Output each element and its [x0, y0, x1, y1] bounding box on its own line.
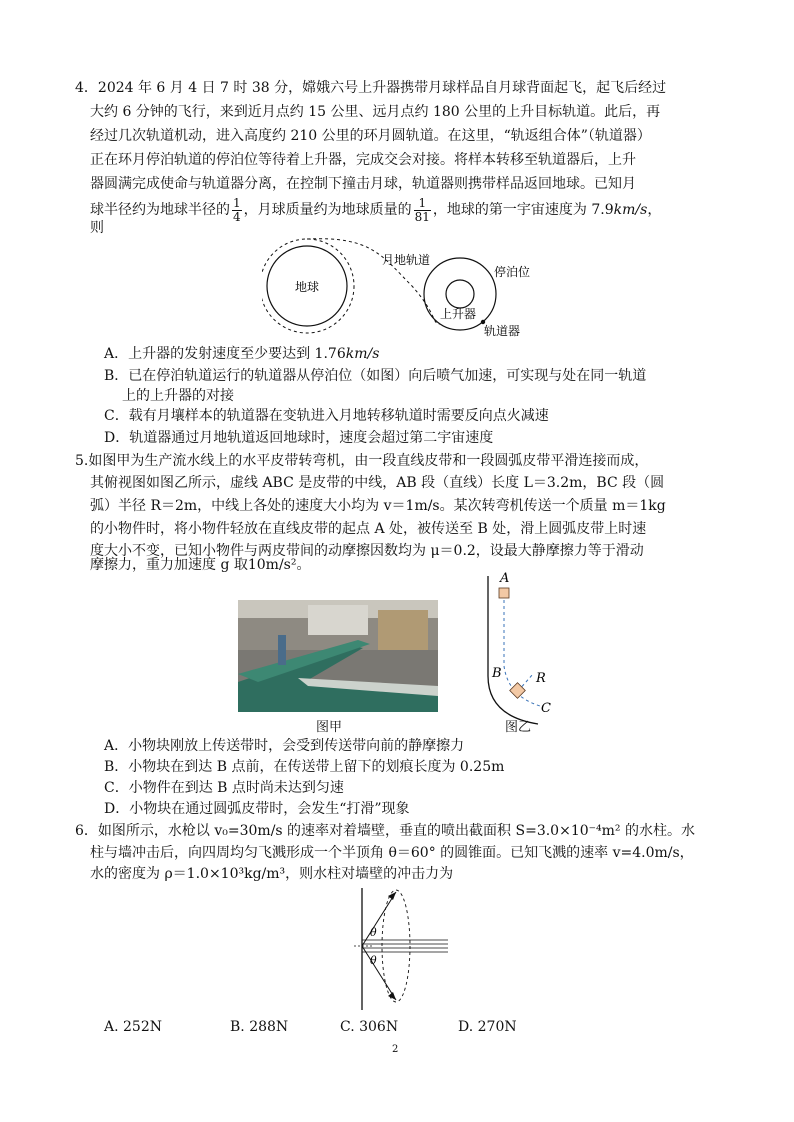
frac1-num: 1 — [233, 195, 241, 210]
box-at-A — [499, 588, 509, 598]
q6-line-2: 柱与墙冲击后，向四周均匀飞溅形成一个半顶角 θ＝60° 的圆锥面。已知飞溅的速率 v=4.0m/s， — [90, 845, 694, 861]
q4-line-2: 大约 6 分钟的飞行，来到近月点约 15 公里、远月点约 180 公里的上升目标轨道。此后，再 — [90, 104, 661, 120]
q4-line-3: 经过几次轨道机动，进入高度约 210 公里的环月圆轨道。在这里，“轨返组合体”（轨道器） — [90, 128, 651, 144]
q5-line-1: 5.如图甲为生产流水线上的水平皮带转弯机，由一段直线皮带和一段圆弧皮带平滑连接而成， — [75, 453, 649, 469]
q6-line-1: 6．如图所示，水枪以 v₀=30m/s 的速率对着墙壁，垂直的喷出截面积 S=3.0×10⁻⁴m² 的水柱。水 — [75, 823, 695, 839]
fraction-one-81 — [414, 197, 431, 224]
q6-option-a: A. 252N — [104, 1019, 162, 1035]
q4-line-1: 4．2024 年 6 月 4 日 7 时 38 分，嫦娥六号上升器携带月球样品自月球背面起飞，起飞后经过 — [75, 80, 667, 96]
cone-upper — [362, 892, 396, 946]
q6-option-c: C. 306N — [340, 1019, 399, 1035]
q4-option-a — [104, 344, 379, 364]
q4-opt-a-text: A．上升器的发射速度至少要达到 1.76 — [104, 346, 346, 362]
label-orbiter: 轨道器 — [484, 324, 521, 338]
q4-option-c: C．载有月壤样本的轨道器在变轨进入月地转移轨道时需要反向点火减速 — [104, 408, 549, 424]
page-number: 2 — [392, 1044, 399, 1055]
arrow-down — [388, 992, 396, 1000]
label-parking: 停泊位 — [494, 265, 531, 279]
conveyor-topview — [478, 566, 568, 736]
q5-line-6: 摩擦力，重力加速度 g 取10m/s²。 — [90, 557, 311, 573]
q4-line6-a: 球半径约为地球半径的 — [90, 202, 230, 218]
orbit-diagram — [262, 236, 532, 342]
q4-line-6 — [90, 188, 661, 232]
q4-line6-b: ，月球质量约为地球质量的 — [243, 202, 412, 218]
q4-line-5: 器圆满完成使命与轨道器分离，在控制下撞击月球，轨道器则携带样品返回地球。已知月 — [90, 176, 636, 192]
frac2-den: 81 — [414, 209, 430, 224]
fraction-one-quarter — [232, 197, 242, 224]
q5-line-2: 其俯视图如图乙所示，虚线 ABC 是皮带的中线，AB 段（直线）长度 L＝3.2m，BC 段（圆 — [90, 475, 665, 491]
label-C: C — [541, 701, 551, 716]
q5-line-5: 度大小不变，已知小物件与两皮带间的动摩擦因数均为 μ＝0.2，设最大静摩擦力等于滑动 — [90, 543, 644, 559]
belt-edge — [488, 576, 538, 724]
label-transfer-orbit: 月地轨道 — [382, 253, 431, 267]
q4-line6-end: ， — [647, 202, 662, 218]
q4-line6-unit: km/s — [613, 202, 648, 218]
label-R: R — [536, 671, 546, 686]
label-B: B — [492, 666, 502, 681]
q4-option-b-cont: 上的上升器的对接 — [122, 388, 234, 404]
label-A: A — [500, 571, 510, 586]
q5-option-b: B．小物块在到达 B 点前，在传送带上留下的划痕长度为 0.25m — [104, 759, 505, 775]
q4-then: 则 — [90, 220, 104, 236]
q5-option-c: C．小物件在到达 B 点时尚未达到匀速 — [104, 780, 344, 796]
theta-lower: θ — [370, 954, 377, 967]
conveyor-photo — [238, 600, 438, 712]
q6-option-b: B. 288N — [230, 1019, 289, 1035]
q4-opt-a-unit: km/s — [345, 346, 380, 362]
theta-upper: θ — [370, 926, 377, 939]
q4-line-4: 正在环月停泊轨道的停泊位等待着上升器，完成交会对接。将样本转移至轨道器后，上升 — [90, 152, 636, 168]
fig-jia-caption: 图甲 — [316, 720, 343, 735]
q5-line-3: 弧）半径 R＝2m，中线上各处的速度大小均为 v＝1m/s。某次转弯机传送一个质量 m＝1kg — [90, 498, 666, 514]
water-jet-diagram — [340, 884, 460, 1014]
q4-line6-c: ，地球的第一宇宙速度为 7.9 — [432, 202, 614, 218]
q6-line-3: 水的密度为 ρ＝1.0×10³kg/m³，则水柱对墙壁的冲击力为 — [90, 866, 454, 882]
q4-option-d: D．轨道器通过月地轨道返回地球时，速度会超过第二宇宙速度 — [104, 430, 494, 446]
q4-option-b: B．已在停泊轨道运行的轨道器从停泊位（如图）向后喷气加速，可实现与处在同一轨道 — [104, 368, 647, 384]
arrow-up — [388, 892, 396, 900]
q5-option-d: D．小物块在通过圆弧皮带时，会发生“打滑”现象 — [104, 801, 410, 817]
label-earth: 地球 — [295, 280, 320, 294]
q6-option-d: D. 270N — [458, 1019, 517, 1035]
moon-circle — [446, 280, 474, 308]
label-ascender: 上升器 — [440, 307, 477, 321]
cone-lower — [362, 946, 396, 1000]
q5-option-a: A．小物块刚放上传送带时，会受到传送带向前的静摩擦力 — [104, 738, 465, 754]
frac2-num: 1 — [414, 197, 431, 211]
q5-line-4: 的小物件时，将小物件轻放在直线皮带的起点 A 处，被传送至 B 处，滑上圆弧皮带上时速 — [90, 521, 647, 537]
frac1-den: 4 — [233, 209, 241, 224]
fig-yi-caption: 图乙 — [505, 720, 532, 735]
water-jet — [362, 940, 448, 952]
